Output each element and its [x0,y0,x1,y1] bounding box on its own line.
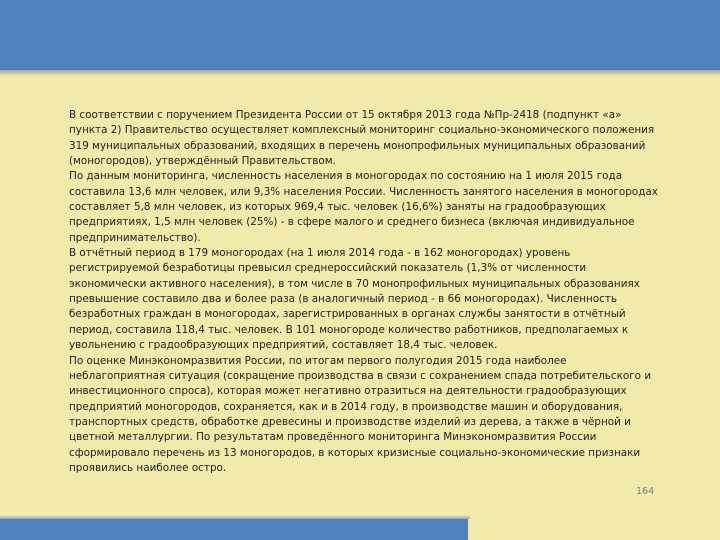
page-number: 164 [636,486,655,497]
header-band [0,0,720,70]
paragraph-population: По данным мониторинга, численность населения в моногородах по состоянию на 1 июля 2015 года составила 13,6 млн человек, или 9,3% населения России. Численность занятого населения в моногородах составляет 5,8 млн человек, из которых 969,4 тыс. человек (16,6%) заняты на градообразующих предприятиях, 1,5 млн человек (25%) - в сфере малого и среднего бизнеса (включая индивидуальное предпринимательство). [69,170,658,244]
footer-band [0,519,468,540]
paragraph-unemployment: В отчётный период в 179 моногородах (на 1 июля 2014 года - в 162 моногородах) уровень регистрируемой безработицы превысил среднероссийский показатель (1,3% от численности экономически активного населения), в том числе в 70 монопрофильных муниципальных образованиях превышение составило два и более раза (в аналогичный период - в 66 моногородах). Численность безработных граждан в моногородах, зарегистрированных в органах службы занятости в отчётный период, составила 118,4 тыс. человек. В 101 моногороде количество работников, предполагаемых к увольнению с градообразующих предприятий, составляет 18,4 тыс. человек. [69,247,640,352]
body-text [69,108,661,476]
paragraph-monitoring-mandate: В соответствии с поручением Президента России от 15 октября 2013 года №Пр-2418 (подпункт «а» пункта 2) Правительство осуществляет комплексный мониторинг социально-экономического положения 319 муниципальных образований, входящих в перечень монопрофильных муниципальных образований (моногородов), утверждённый Правительством. [69,109,655,168]
header-band-shadow [0,70,720,76]
paragraph-economic-assessment: По оценке Минэкономразвития России, по итогам первого полугодия 2015 года наиболее неблагоприятная ситуация (сокращение производства в связи с сохранением спада потребительского и инвестиционного спроса), которая может негативно отразиться на деятельности градообразующих предприятий моногородов, сохраняется, как и в 2014 году, в производстве машин и оборудования, транспортных средств, обработке древесины и производстве изделий из дерева, а также в чёрной и цветной металлургии. По результатам проведённого мониторинга Минэкономразвития России сформировало перечень из 13 моногородов, в которых кризисные социально-экономические признаки проявились наиболее остро. [69,354,652,474]
